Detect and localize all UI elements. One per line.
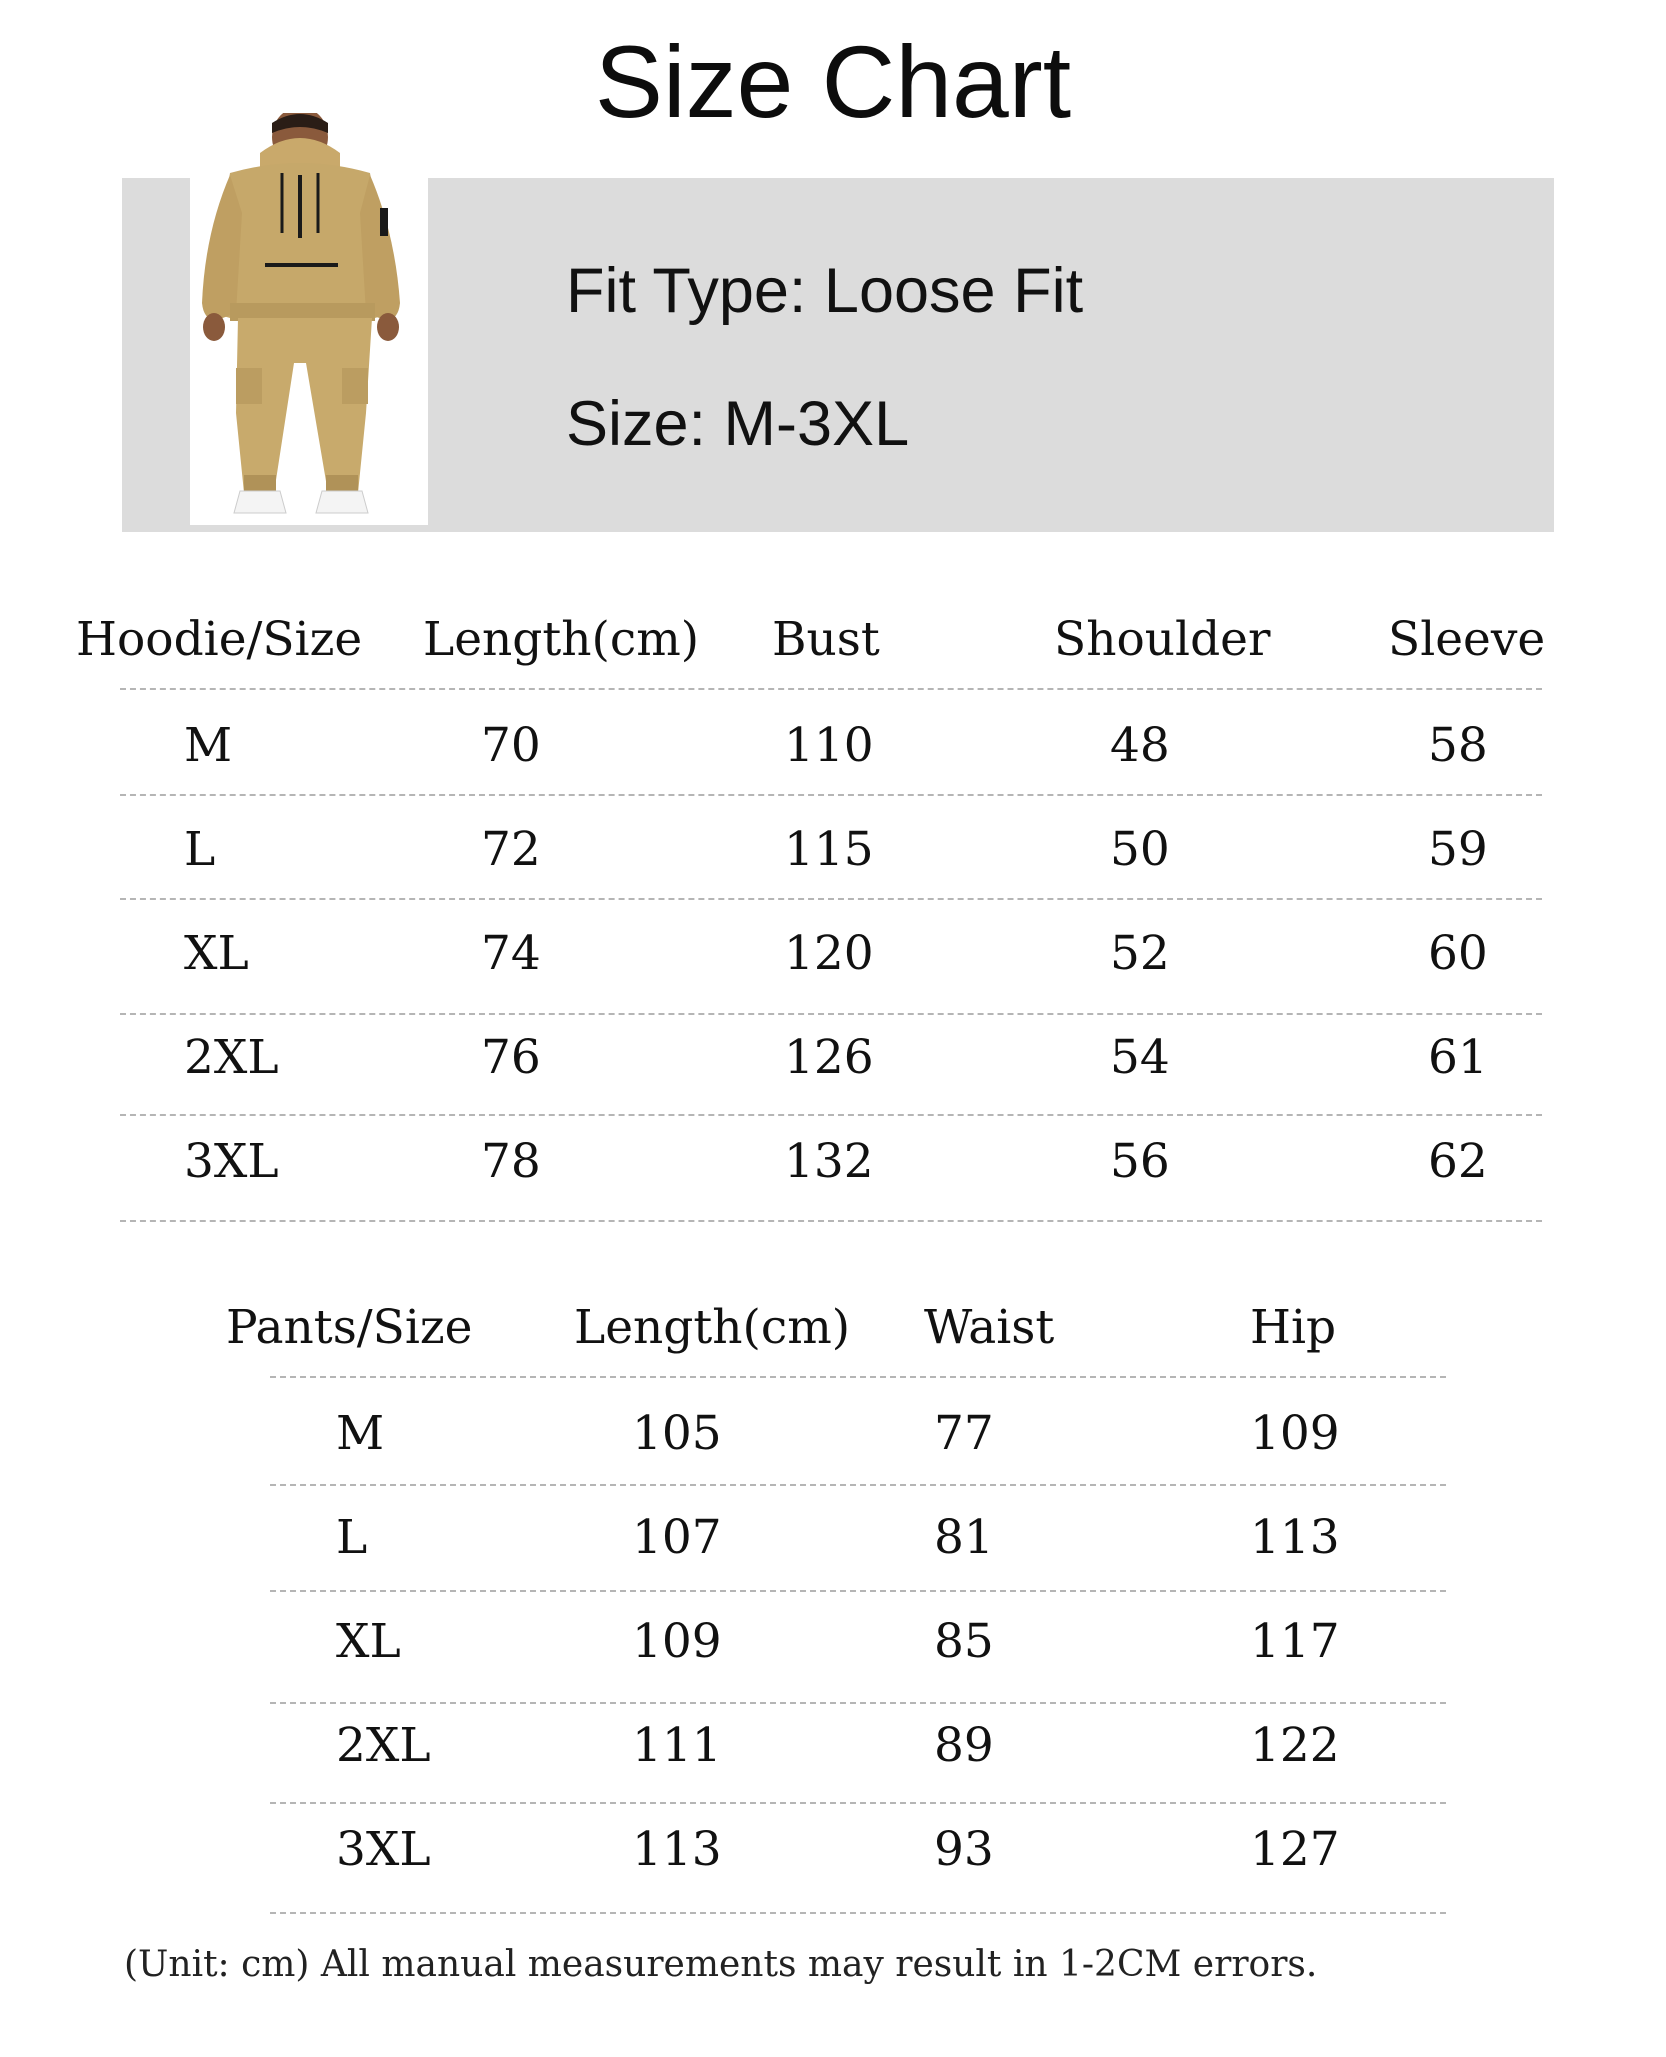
- divider: [270, 1702, 1446, 1704]
- pants-row-waist: 89: [934, 1718, 994, 1773]
- hoodie-row-length: 72: [481, 822, 541, 877]
- divider: [270, 1484, 1446, 1486]
- hoodie-row-length: 76: [481, 1030, 541, 1085]
- pants-header-size: Pants/Size: [226, 1300, 473, 1355]
- divider: [270, 1590, 1446, 1592]
- pants-row-length: 107: [632, 1510, 722, 1565]
- hoodie-row-sleeve: 61: [1428, 1030, 1488, 1085]
- hoodie-header-bust: Bust: [772, 612, 880, 667]
- hoodie-row-shoulder: 52: [1110, 926, 1170, 981]
- hoodie-header-shoulder: Shoulder: [1054, 612, 1271, 667]
- pants-header-length: Length(cm): [574, 1300, 851, 1355]
- hoodie-row-length: 78: [481, 1134, 541, 1189]
- fit-type-label: Fit Type: Loose Fit: [566, 256, 1084, 326]
- pants-row-hip: 109: [1250, 1406, 1340, 1461]
- divider: [120, 1013, 1542, 1015]
- divider: [120, 688, 1542, 690]
- product-photo: [190, 113, 428, 525]
- pants-row-length: 105: [632, 1406, 722, 1461]
- pants-row-waist: 85: [934, 1614, 994, 1669]
- pants-header-hip: Hip: [1250, 1300, 1337, 1355]
- pants-row-waist: 81: [934, 1510, 994, 1565]
- hoodie-row-shoulder: 54: [1110, 1030, 1170, 1085]
- pants-row-hip: 122: [1250, 1718, 1340, 1773]
- pants-row-hip: 127: [1250, 1822, 1340, 1877]
- hoodie-row-shoulder: 50: [1110, 822, 1170, 877]
- measurement-note: (Unit: cm) All manual measurements may result in 1-2CM errors.: [124, 1944, 1318, 1985]
- pants-row-size: L: [336, 1510, 368, 1565]
- pants-row-size: XL: [336, 1614, 401, 1669]
- pants-row-length: 109: [632, 1614, 722, 1669]
- pants-row-length: 113: [632, 1822, 722, 1877]
- divider: [120, 1220, 1542, 1222]
- divider: [270, 1376, 1446, 1378]
- hoodie-header-size: Hoodie/Size: [76, 612, 363, 667]
- hoodie-row-bust: 120: [784, 926, 874, 981]
- divider: [270, 1802, 1446, 1804]
- pants-row-size: 3XL: [336, 1822, 431, 1877]
- hoodie-row-size: L: [184, 822, 216, 877]
- pants-row-size: M: [336, 1406, 385, 1461]
- hoodie-row-size: XL: [184, 926, 249, 981]
- hoodie-row-shoulder: 56: [1110, 1134, 1170, 1189]
- pants-header-waist: Waist: [924, 1300, 1055, 1355]
- hoodie-header-length: Length(cm): [423, 612, 700, 667]
- size-range-label: Size: M-3XL: [566, 389, 910, 459]
- model-illustration: [190, 113, 428, 525]
- hoodie-row-length: 70: [481, 718, 541, 773]
- pants-row-hip: 113: [1250, 1510, 1340, 1565]
- hoodie-header-sleeve: Sleeve: [1388, 612, 1546, 667]
- hoodie-row-bust: 132: [784, 1134, 874, 1189]
- hoodie-row-size: 2XL: [184, 1030, 279, 1085]
- pants-row-hip: 117: [1250, 1614, 1340, 1669]
- divider: [120, 898, 1542, 900]
- pants-row-waist: 93: [934, 1822, 994, 1877]
- hoodie-row-sleeve: 62: [1428, 1134, 1488, 1189]
- divider: [270, 1912, 1446, 1914]
- hoodie-row-length: 74: [481, 926, 541, 981]
- divider: [120, 1114, 1542, 1116]
- hoodie-row-bust: 126: [784, 1030, 874, 1085]
- pants-row-length: 111: [632, 1718, 722, 1773]
- pants-row-size: 2XL: [336, 1718, 431, 1773]
- hoodie-row-bust: 115: [784, 822, 874, 877]
- hoodie-row-size: 3XL: [184, 1134, 279, 1189]
- hoodie-row-sleeve: 59: [1428, 822, 1488, 877]
- pants-row-waist: 77: [934, 1406, 994, 1461]
- hoodie-row-sleeve: 60: [1428, 926, 1488, 981]
- hoodie-row-sleeve: 58: [1428, 718, 1488, 773]
- hoodie-row-bust: 110: [784, 718, 874, 773]
- hoodie-row-shoulder: 48: [1110, 718, 1170, 773]
- hoodie-row-size: M: [184, 718, 233, 773]
- page-title: Size Chart: [594, 25, 1072, 139]
- divider: [120, 794, 1542, 796]
